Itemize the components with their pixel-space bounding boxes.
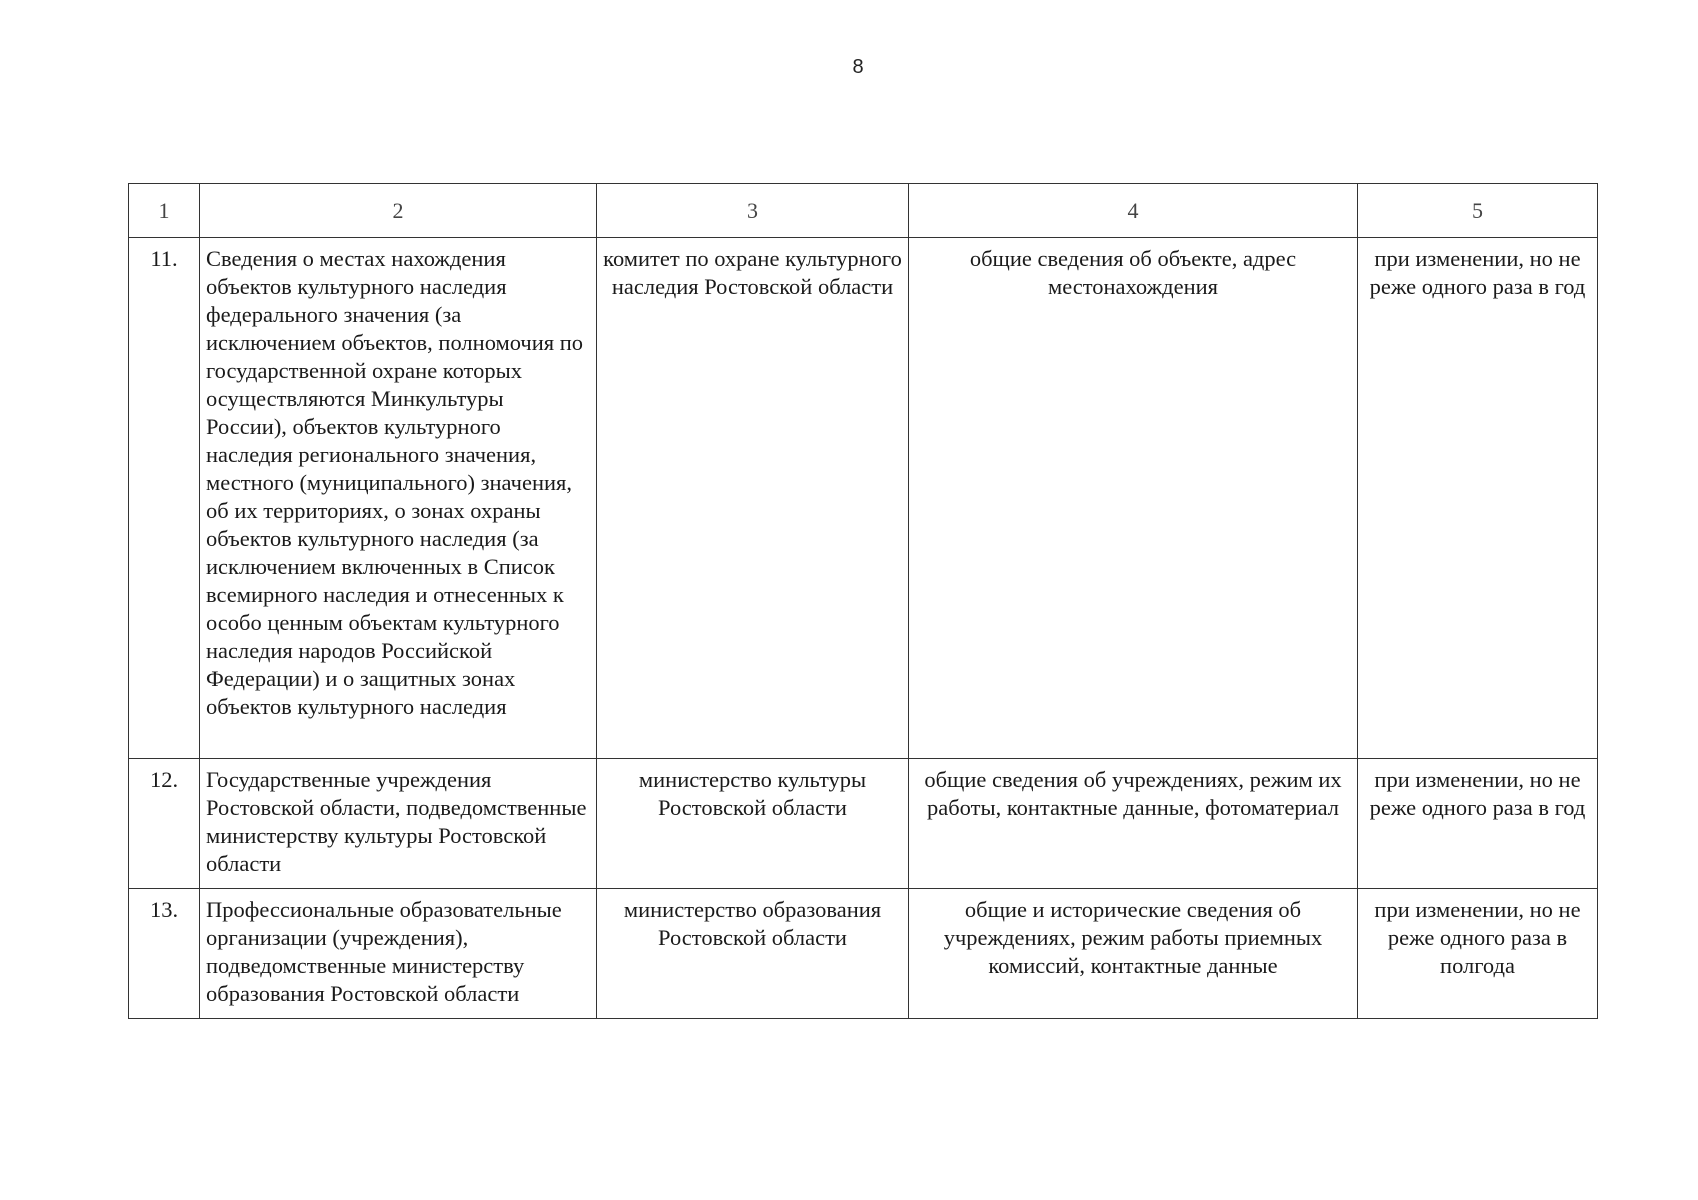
table-row <box>129 238 1598 759</box>
row-name: Государственные учреждения Ростовской области, подведомственные министерству культуры Ростовской области <box>200 759 597 889</box>
row-number: 13. <box>129 889 200 1019</box>
row-content: общие и исторические сведения об учреждениях, режим работы приемных комиссий, контактные данные <box>909 889 1358 1019</box>
row-authority: министерство культуры Ростовской области <box>597 759 909 889</box>
column-header-3: 3 <box>597 184 909 238</box>
row-name: Профессиональные образовательные организации (учреждения), подведомственные министерству образования Ростовской области <box>200 889 597 1019</box>
data-table <box>128 183 1598 1019</box>
column-header-5: 5 <box>1358 184 1598 238</box>
column-header-1: 1 <box>129 184 200 238</box>
row-content: общие сведения об объекте, адрес местонахождения <box>909 238 1358 759</box>
row-frequency: при изменении, но не реже одного раза в год <box>1358 759 1598 889</box>
row-frequency: при изменении, но не реже одного раза в год <box>1358 238 1598 759</box>
row-number: 12. <box>129 759 200 889</box>
column-header-2: 2 <box>200 184 597 238</box>
row-authority: министерство образования Ростовской области <box>597 889 909 1019</box>
row-authority: комитет по охране культурного наследия Ростовской области <box>597 238 909 759</box>
row-number: 11. <box>129 238 200 759</box>
table-row <box>129 889 1598 1019</box>
table-row <box>129 759 1598 889</box>
page-number: 8 <box>852 56 864 78</box>
row-frequency: при изменении, но не реже одного раза в полгода <box>1358 889 1598 1019</box>
column-header-4: 4 <box>909 184 1358 238</box>
header-row <box>129 184 1598 238</box>
row-content: общие сведения об учреждениях, режим их работы, контактные данные, фотоматериал <box>909 759 1358 889</box>
row-name: Сведения о местах нахождения объектов культурного наследия федерального значения (за исключением объектов, полномочия по государственной охране которых осуществляются Минкультуры России), объектов культурного наследия регионального значения, местного (муниципального) значения, об их территориях, о зонах охраны объектов культурного наследия (за исключением включенных в Список всемирного наследия и отнесенных к особо ценным объектам культурного наследия народов Российской Федерации) и о защитных зонах объектов культурного наследия <box>200 238 597 759</box>
